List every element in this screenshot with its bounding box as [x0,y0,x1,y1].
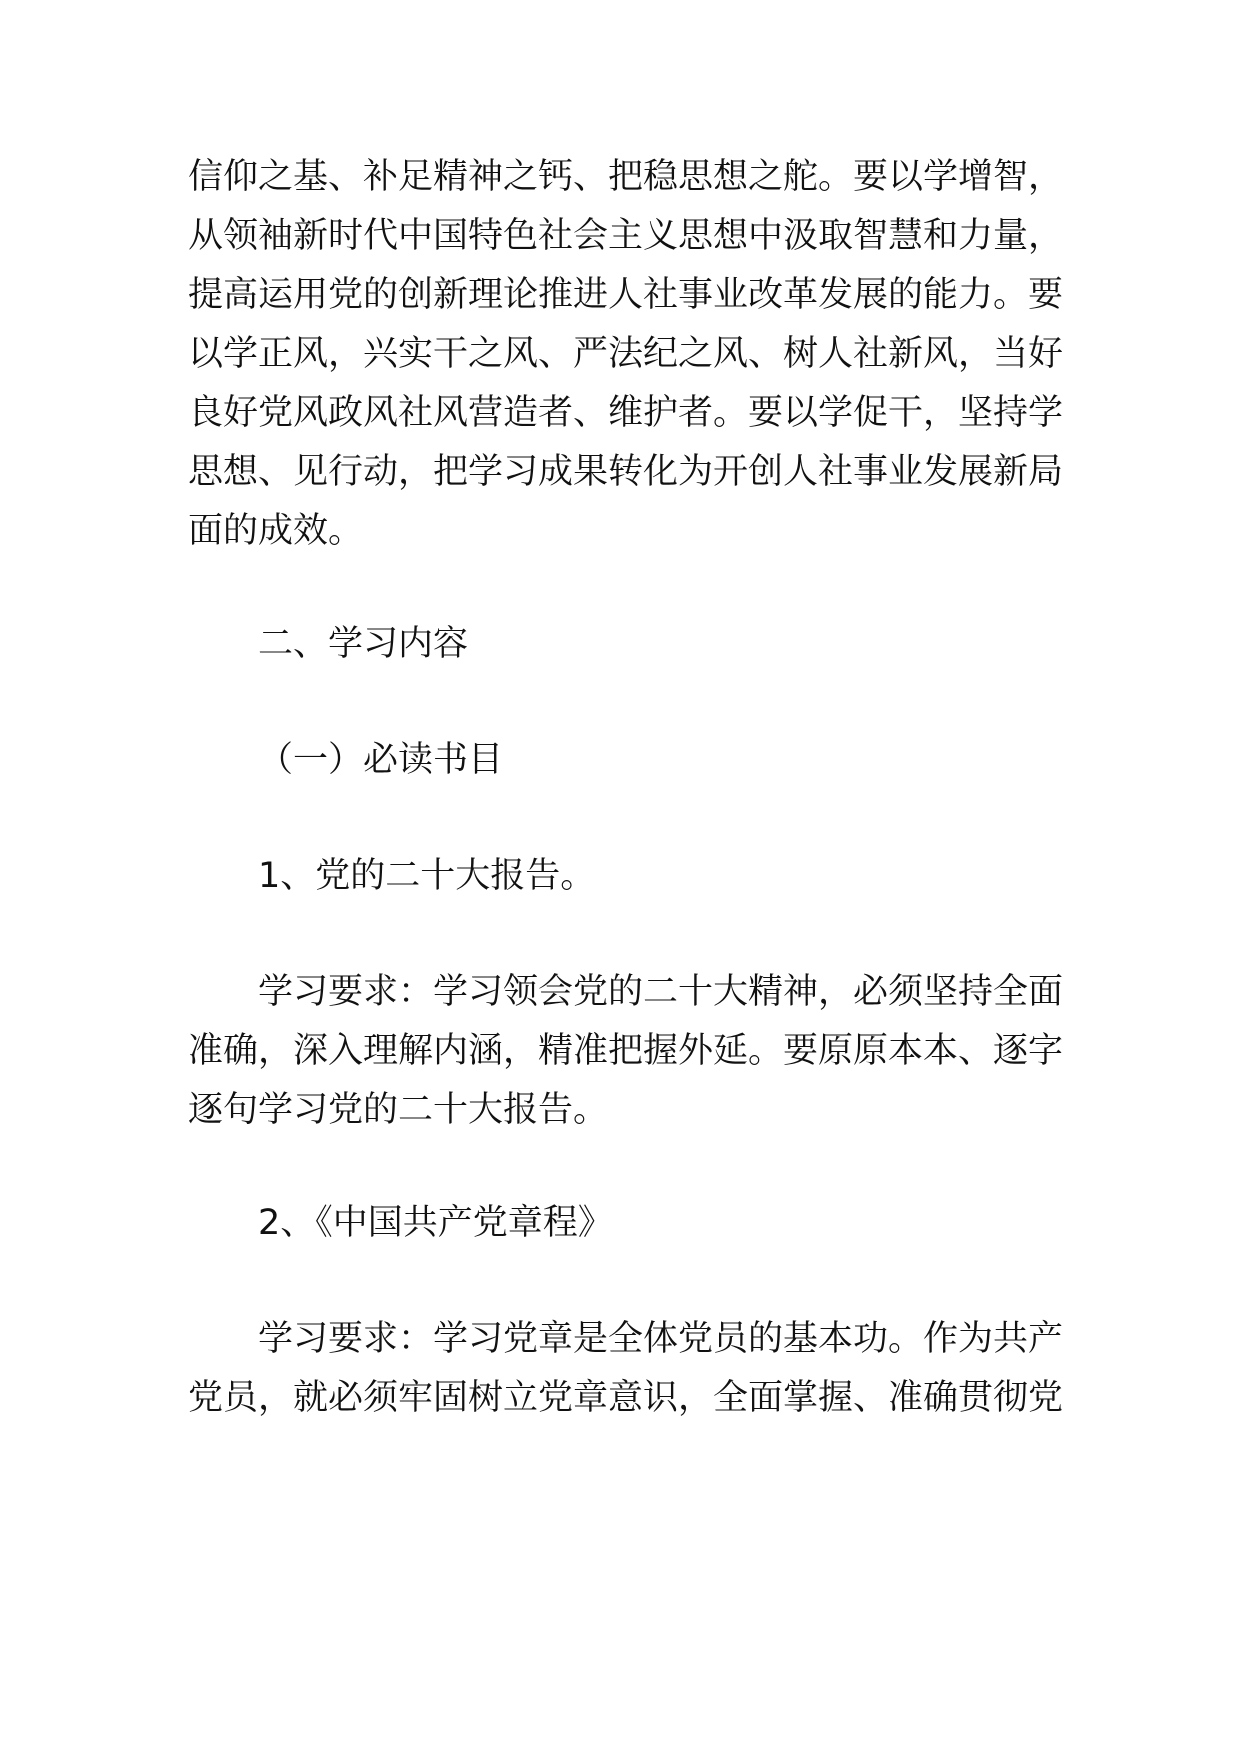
list-item-heading: 1、党的二十大报告。 [258,856,596,896]
paragraph-line: 良好党风政风社风营造者、维护者。要以学促干，坚持学 [188,393,1064,433]
paragraph-line: 提高运用党的创新理论推进人社事业改革发展的能力。要 [188,275,1064,315]
paragraph-line: 逐句学习党的二十大报告。 [188,1090,609,1130]
paragraph-line: 信仰之基、补足精神之钙、把稳思想之舵。要以学增智， [188,157,1064,197]
paragraph-line: 学习要求：学习党章是全体党员的基本功。作为共产 [258,1319,1064,1359]
paragraph-line: 准确，深入理解内涵，精准把握外延。要原原本本、逐字 [188,1031,1064,1071]
list-item-heading: 2、《中国共产党章程》 [258,1203,613,1243]
subsection-heading: （一）必读书目 [258,740,504,780]
paragraph-line: 思想、见行动，把学习成果转化为开创人社事业发展新局 [188,452,1064,492]
paragraph-line: 以学正风，兴实干之风、严法纪之风、树人社新风，当好 [188,334,1064,374]
paragraph-line: 党员，就必须牢固树立党章意识，全面掌握、准确贯彻党 [188,1378,1064,1418]
paragraph-line: 从领袖新时代中国特色社会主义思想中汲取智慧和力量， [188,216,1064,256]
paragraph-line: 面的成效。 [188,511,364,551]
section-heading: 二、学习内容 [258,624,469,664]
paragraph-line: 学习要求：学习领会党的二十大精神，必须坚持全面 [258,972,1064,1012]
